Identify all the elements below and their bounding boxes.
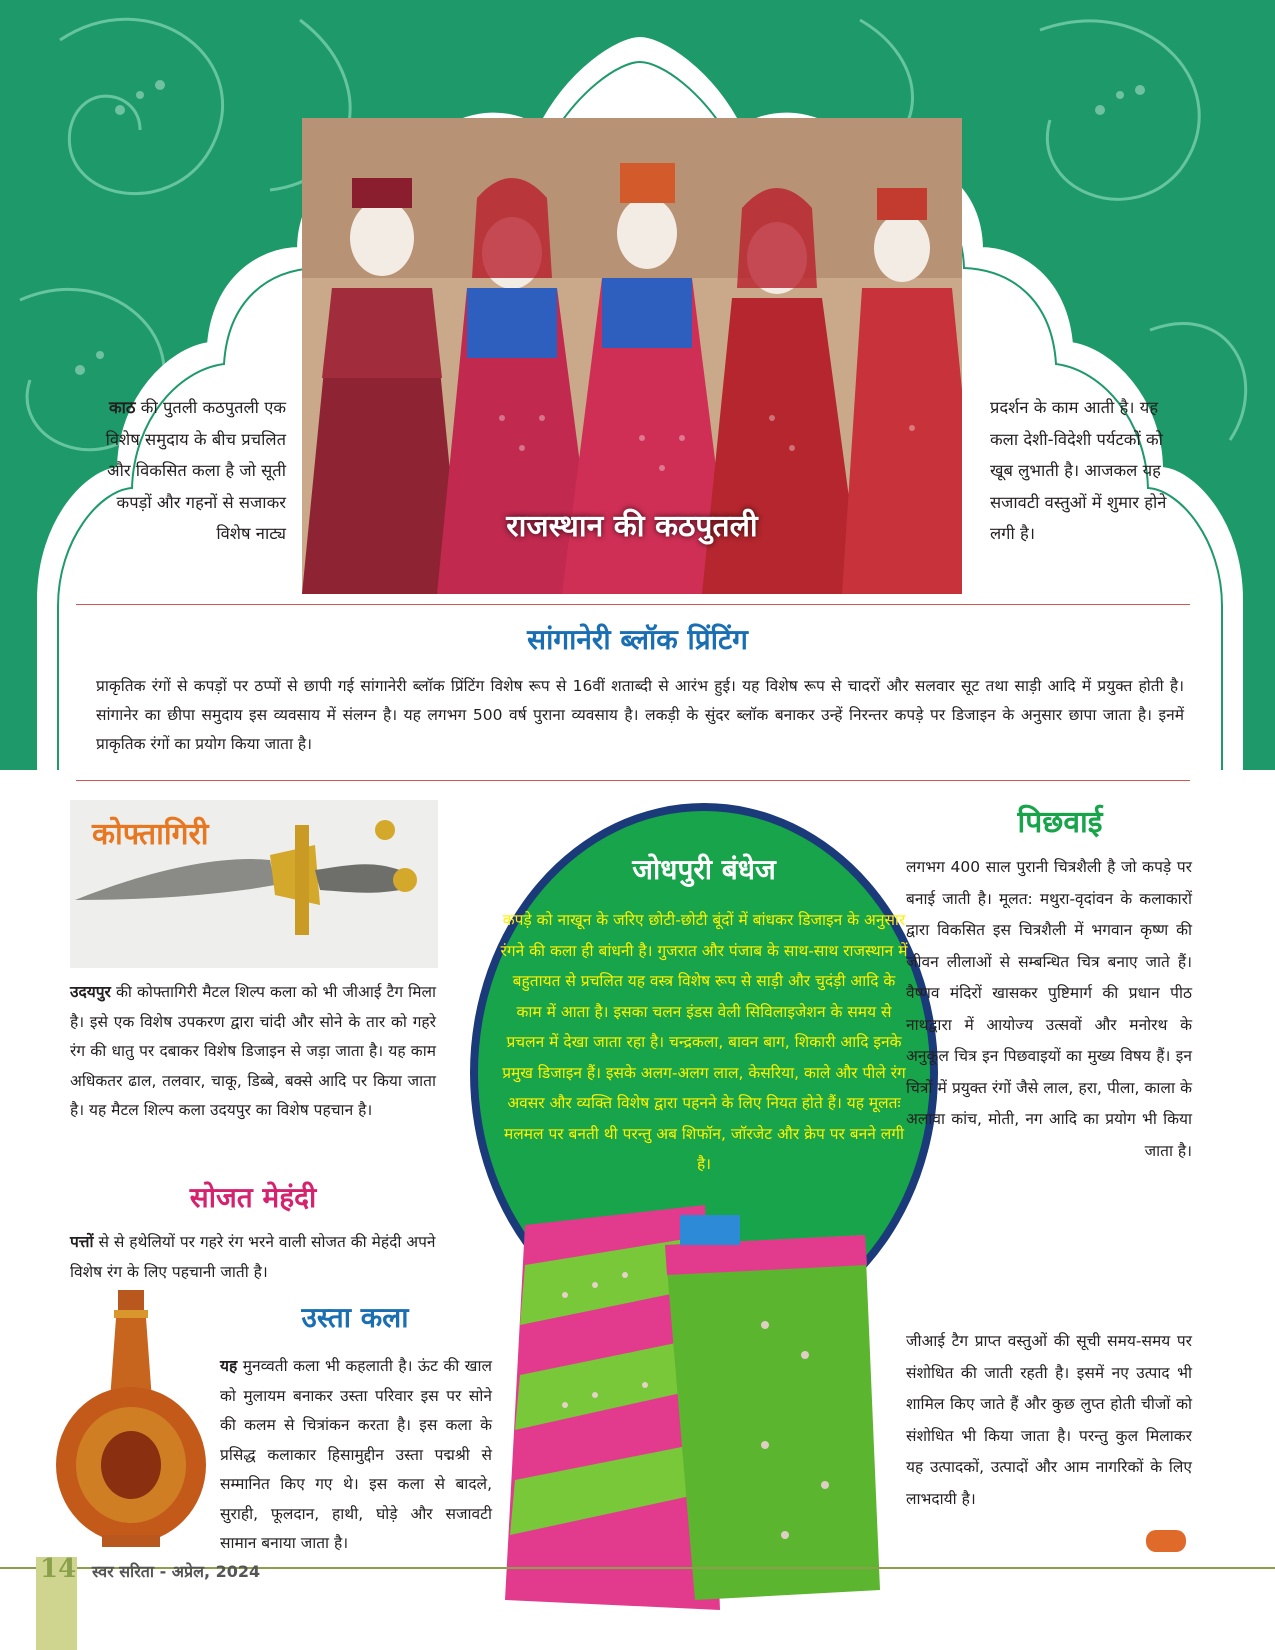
sanganeri-text: प्राकृतिक रंगों से कपड़ों पर ठप्पों से छापी गई सांगानेरी ब्लॉक प्रिंटिंग विशेष रूप से 16वीं शताब्दी से आरंभ हुई। यह विशेष रूप से चादरों और सलवार सूट तथा साड़ी आदि में प्रयुक्त होती है। सांगानेर का छीपा समुदाय इस व्यवसाय में संलग्न है। यह लगभग 500 वर्ष पुराना व्यवसाय है। लकड़ी के सुंदर ब्लॉक बनाकर उन्हें निरन्तर कपड़े पर डिजाइन के अनुसार छापा जाता है। इनमें प्राकृतिक रंगों का प्रयोग किया जाता है। (96, 677, 1184, 753)
gi-tag-note: जीआई टैग प्राप्त वस्तुओं की सूची समय-समय पर संशोधित की जाती रहती है। इसमें नए उत्पाद भी शामिल किए जाते हैं और कुछ लुप्त होती चीजों को संशोधित भी किया जाता है। परन्तु कुल मिलाकर यह उत्पादकों, उत्पादों और आम नागरिकों के लिए लाभदायी है। (906, 1332, 1192, 1508)
jodhpuri-text: कपड़े को नाखून के जरिए छोटी-छोटी बूंदों में बांधकर डिजाइन के अनुसार रंगने की कला ही बांधनी है। गुजरात और पंजाब के साथ-साथ राजस्थान में बहुतायत से प्रचलित यह वस्त्र विशेष रूप से साड़ी और चुदंड़ी आदि के काम में आता है। इसका चलन इंडस वेली सिविलाइजेशन के समय से प्रचलन में देखा जाता रहा है। चन्द्रकला, बावन बाग, शिकारी आदि इनके प्रमुख डिजाइन हैं। इसके अलग-अलग लाल, केसरिया, काले और पीले रंग अवसर और व्यक्ति विशेष द्वारा पहनने के लिए नियत होते हैं। यह मूलतः मलमल पर बनती थी परन्तु अब शिफॉन, जॉरजेट और क्रेप पर बनने लगी है। (500, 911, 908, 1173)
puppets-intro-right: प्रदर्शन के काम आती है। यह कला देशी-विदेशी पर्यटकों को खूब लुभाती है। आजकल यह सजावटी वस्तुओं में शुमार होने लगी है। (990, 398, 1167, 543)
intro-lead-word: काठ (108, 398, 136, 417)
sojat-text (70, 1228, 436, 1287)
usta-text (220, 1352, 492, 1559)
jodhpuri-title: जोधपुरी बंधेज (632, 853, 776, 886)
pichwai-title: पिछवाई (1017, 805, 1103, 840)
page-number: 14 (40, 1554, 77, 1584)
usta-vase-image (52, 1290, 210, 1550)
sojat-title: सोजत मेहंदी (189, 1181, 317, 1214)
koftagiri-text (70, 978, 436, 1126)
usta-title: उस्ता कला (301, 1301, 409, 1334)
puppets-caption: राजस्थान की कठपुतली (506, 509, 758, 544)
magazine-issue: स्वर सरिता - अप्रेल, 2024 (92, 1562, 261, 1581)
vase-illustration (52, 1290, 210, 1550)
divider-top (76, 604, 1190, 605)
koftagiri-body: की कोफ्तागिरी मैटल शिल्प कला को भी जीआई टैग मिला है। इसे एक विशेष उपकरण द्वारा चांदी और सोने के तार को गहरे रंग की धातु पर दबाकर विशेष डिजाइन से जड़ा जाता है। यह काम अधिकतर ढाल, तलवार, चाकू, डिब्बे, बक्से आदि पर किया जाता है। यह मैटल शिल्प कला उदयपुर का विशेष पहचान है। (70, 983, 436, 1119)
divider-bottom (76, 780, 1190, 781)
koftagiri-title: कोफ्तागिरी (92, 817, 209, 852)
decorative-pebble (1146, 1530, 1186, 1552)
usta-lead-word: यह (220, 1357, 238, 1375)
sanganeri-title: सांगानेरी ब्लॉक प्रिंटिंग (527, 623, 748, 656)
intro-left-text: की पुतली कठपुतली एक विशेष समुदाय के बीच प्रचलित और विकसित कला है जो सूती कपड़ों और गहनों से सजाकर विशेष नाट्य (105, 398, 286, 543)
usta-body: मुनव्वती कला भी कहलाती है। ऊंट की खाल को मुलायम बनाकर उस्ता परिवार इस पर सोने की कलम से चित्रांकन करता है। इस कला के प्रसिद्ध कलाकार हिसामुद्दीन उस्ता पद्मश्री से सम्मानित किए गए थे। इस कला से बादले, सुराही, फूलदान, हाथी, घोड़े और सजावटी सामान बनाया जाता है। (220, 1357, 492, 1552)
koftagiri-lead-word: उदयपुर (70, 983, 111, 1001)
puppets-intro-left (96, 392, 286, 550)
bandhej-illustration (505, 1205, 885, 1610)
sojat-lead-word: पत्तों (70, 1233, 94, 1251)
sojat-body: से से हथेलियों पर गहरे रंग भरने वाली सोजत की मेहंदी अपने विशेष रंग के लिए पहचानी जाती है। (70, 1233, 436, 1281)
bandhej-cloth-image (505, 1205, 885, 1610)
pichwai-text: लगभग 400 साल पुरानी चित्रशैली है जो कपड़े पर बनाई जाती है। मूलत: मथुरा-वृदांवन के कलाकारों द्वारा विकसित इस चित्रशैली में भगवान कृष्ण की जीवन लीलाओं से सम्बन्धित चित्र बनाए जाते हैं। वैष्णव मंदिरों खासकर पुष्टिमार्ग की प्रधान पीठ नाथद्वारा में आयोज्य उत्सवों और मनोरथ के अनुकूल चित्र इन पिछवाइयों का मुख्य विषय हैं। इन चित्रों में प्रयुक्त रंगों जैसे लाल, हरा, पीला, काला के अलावा कांच, मोती, नग आदि का प्रयोग भी किया जाता है। (906, 858, 1192, 1160)
